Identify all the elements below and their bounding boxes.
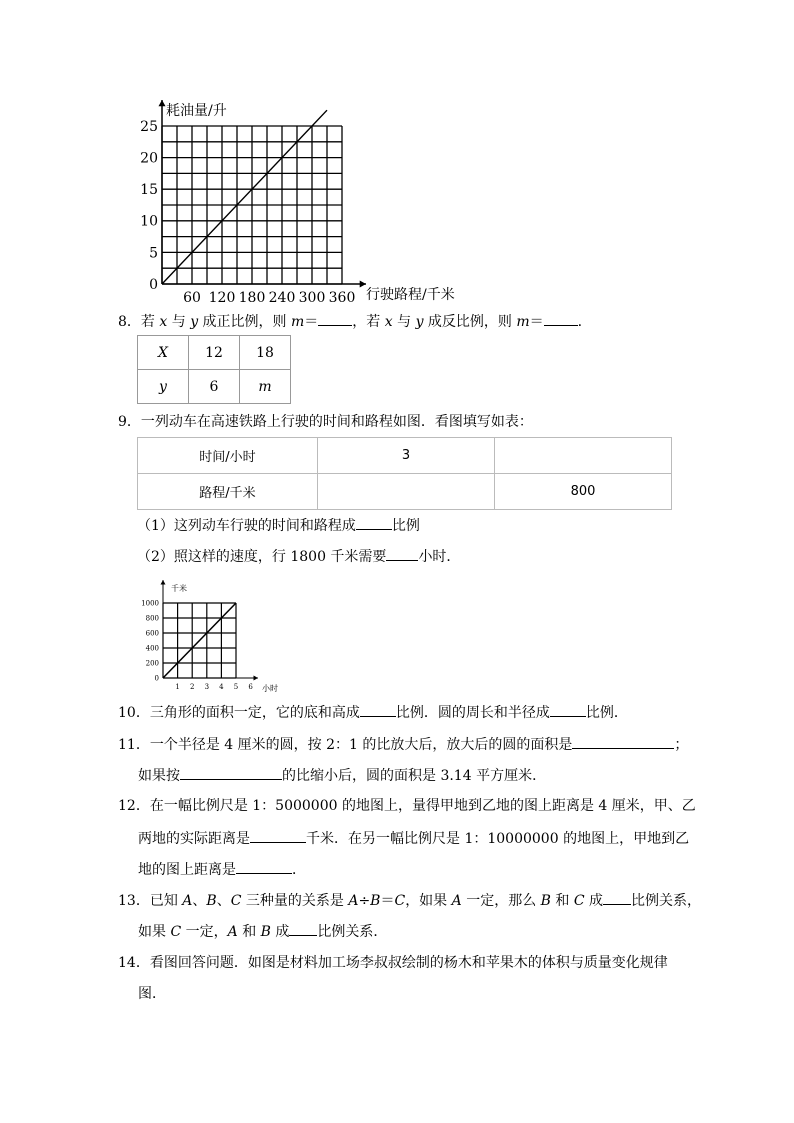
table-cell: 800 bbox=[495, 474, 672, 510]
x-axis-label: 行驶路程/千米 bbox=[366, 287, 455, 303]
x-axis-label: 小时 bbox=[262, 684, 278, 693]
chart-tick-labels bbox=[140, 119, 355, 305]
series-line bbox=[163, 603, 236, 678]
chart-series bbox=[163, 603, 236, 678]
question-14-cont: 图． bbox=[138, 986, 166, 1002]
chart-grid bbox=[162, 126, 342, 284]
chart-axes bbox=[159, 100, 367, 288]
y-tick-label: 25 bbox=[140, 118, 158, 135]
y-tick-label: 20 bbox=[140, 150, 158, 167]
q8-table bbox=[137, 335, 291, 404]
table-cell: 12 bbox=[189, 336, 240, 370]
x-tick-label: 6 bbox=[248, 683, 253, 691]
answer-blank[interactable] bbox=[386, 546, 418, 561]
fuel-consumption-chart bbox=[130, 95, 470, 305]
x-tick-label: 360 bbox=[328, 290, 356, 305]
question-13: 13．已知 A、B、C 三种量的关系是 A÷B＝C，如果 A 一定，那么 B 和 C 成 比例关系， bbox=[118, 890, 701, 911]
table-cell: X bbox=[138, 336, 189, 370]
question-14: 14．看图回答问题．如图是材料加工场李叔叔绘制的杨木和苹果木的体积与质量变化规律 bbox=[118, 955, 668, 971]
question-10: 10．三角形的面积一定，它的底和高成 比例．圆的周长和半径成 比例． bbox=[118, 702, 628, 723]
x-tick-label: 300 bbox=[298, 290, 326, 305]
y-tick-label: 15 bbox=[140, 182, 158, 199]
answer-blank[interactable] bbox=[544, 311, 578, 326]
question-9: 9．一列动车在高速铁路上行驶的时间和路程如图．看图填写如表： bbox=[118, 414, 533, 430]
question-8: 8．若 x 与 y 成正比例，则 m＝ ，若 x 与 y 成反比例，则 m＝ . bbox=[118, 311, 582, 332]
chart-series bbox=[162, 110, 327, 284]
y-tick-label: 600 bbox=[145, 629, 159, 638]
table-row bbox=[138, 474, 672, 510]
x-tick-label: 5 bbox=[233, 683, 239, 691]
x-tick-label: 240 bbox=[268, 290, 296, 305]
y-tick-label: 0 bbox=[154, 674, 159, 683]
y-tick-label: 400 bbox=[145, 644, 159, 653]
y-tick-label: 800 bbox=[145, 614, 159, 623]
answer-blank[interactable] bbox=[550, 702, 586, 717]
x-tick-label: 180 bbox=[238, 290, 266, 305]
table-cell: 时间/小时 bbox=[138, 438, 318, 474]
train-distance-chart bbox=[135, 578, 285, 698]
question-13-cont: 如果 C 一定，A 和 B 成 比例关系． bbox=[138, 921, 387, 942]
question-12-cont2: 地的图上距离是 ． bbox=[138, 859, 306, 880]
table-cell[interactable] bbox=[495, 438, 672, 474]
table-cell: 3 bbox=[318, 438, 495, 474]
question-12-cont: 两地的实际距离是 千米．在另一幅比例尺是 1：10000000 的地图上，甲地到乙 bbox=[138, 828, 689, 849]
y-axis-arrow bbox=[161, 580, 166, 585]
answer-blank[interactable] bbox=[180, 765, 282, 780]
x-tick-label: 2 bbox=[189, 683, 195, 691]
table-row bbox=[138, 438, 672, 474]
x-tick-label: 4 bbox=[219, 683, 224, 691]
table-cell: y bbox=[138, 370, 189, 404]
y-axis-arrow bbox=[159, 100, 166, 106]
y-tick-label: 0 bbox=[149, 276, 158, 293]
table-cell: 6 bbox=[189, 370, 240, 404]
answer-blank[interactable] bbox=[603, 890, 631, 905]
answer-blank[interactable] bbox=[250, 828, 306, 843]
y-axis-label: 千米 bbox=[171, 584, 187, 593]
answer-blank[interactable] bbox=[318, 311, 352, 326]
x-tick-label: 120 bbox=[208, 290, 236, 305]
table-cell: m bbox=[240, 370, 291, 404]
x-tick-label: 3 bbox=[204, 683, 210, 691]
answer-blank[interactable] bbox=[572, 734, 674, 749]
answer-blank[interactable] bbox=[360, 702, 396, 717]
answer-blank[interactable] bbox=[356, 515, 392, 530]
y-tick-label: 10 bbox=[140, 213, 158, 230]
table-cell: 路程/千米 bbox=[138, 474, 318, 510]
question-11-cont: 如果按 的比缩小后，圆的面积是 3.14 平方厘米． bbox=[138, 765, 546, 786]
q9-sub-2: （2）照这样的速度，行 1800 千米需要 小时． bbox=[137, 546, 460, 567]
series-line bbox=[162, 110, 327, 284]
table-cell: 18 bbox=[240, 336, 291, 370]
table-cell[interactable] bbox=[318, 474, 495, 510]
question-12: 12．在一幅比例尺是 1：5000000 的地图上，量得甲地到乙地的图上距离是 4 厘米，甲、乙 bbox=[118, 798, 696, 814]
q9-table bbox=[137, 437, 672, 510]
y-axis-label: 耗油量/升 bbox=[166, 103, 227, 119]
table-row bbox=[138, 370, 291, 404]
answer-blank[interactable] bbox=[289, 921, 317, 936]
question-11: 11．一个半径是 4 厘米的圆，按 2：1 的比放大后，放大后的圆的面积是 ； bbox=[118, 734, 688, 755]
y-tick-label: 200 bbox=[145, 659, 159, 668]
y-tick-label: 5 bbox=[149, 245, 158, 262]
x-tick-label: 60 bbox=[183, 290, 201, 305]
x-tick-label: 1 bbox=[175, 683, 180, 691]
y-tick-label: 1000 bbox=[141, 599, 159, 608]
answer-blank[interactable] bbox=[236, 859, 292, 874]
q9-sub-1: （1）这列动车行驶的时间和路程成 比例 bbox=[137, 515, 420, 536]
table-row bbox=[138, 336, 291, 370]
x-axis-arrow bbox=[254, 676, 259, 681]
